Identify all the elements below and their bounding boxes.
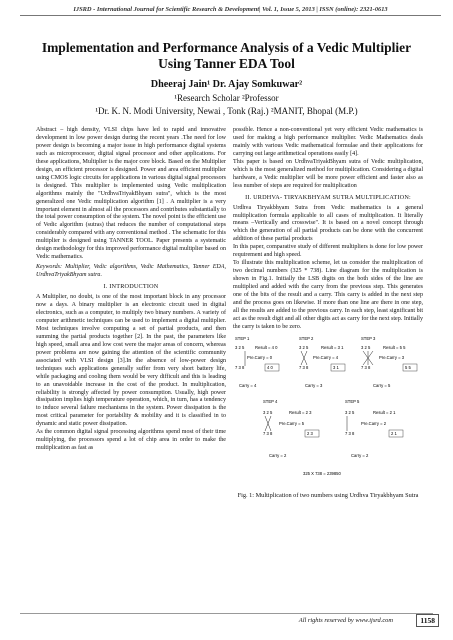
step2-box-value: 3 1 [333, 364, 339, 370]
step4-top: 3 2 5 [263, 409, 273, 415]
step5-bottom: 7 3 8 [345, 430, 355, 436]
abstract: Abstract – high density, VLSI chips have led to rapid and innovative development in low power design during the recent years .The need for low power design is becoming a major issue in high performance digital systems such as microprocessor, digital signal processor and other applications. For these applications, Multiplier is the major core block. Based on the Multiplier design, an efficient processor is designed. Power and area efficient multiplier using CMOS logic circuits for applications in various digital signal processors is designed. This multiplier is implemented using Vedic multiplication algorithms mainly the "UrdhvaTriyakBhyam sutra", which is the most generalized one Vedic multiplication algorithm [1] . A multiplier is a very important element in almost all the processors and contributes substantially to the total power consumption of the system. The novel point is the efficient use of Vedic algorithm (sutras) that reduces the number of computational steps considerably compared with any conventional method . The schematic for this multiplier is designed using TANNER TOOL. Paper presents a systematic design methodology for this improved performance digital multiplier based on Vedic mathematics. [36, 127, 226, 261]
step1-box-value: 4 0 [267, 364, 273, 370]
right-paragraph-4: In this paper, comparative study of different multipliers is done for low power requirement and high speed. [233, 244, 423, 259]
right-paragraph-3: Urdhva Tiryakbhyam Sutra from Vedic mathematics is a general multiplication formula applicable to all cases of multiplication. It literally means –Vertically and crosswise". It is based on a novel concept through which the generation of all partial products can be done with the concurrent addition of these partial products [233, 204, 423, 243]
section-heading-urdhva: II. URDHVA- TIRYAKBHYAM SUTRA MULTIPLICATION: [245, 193, 411, 201]
step5-precarry: Pre.Carry = 2 [361, 420, 387, 426]
step3-result: Result = 5 5 [383, 344, 406, 350]
right-paragraph-2: This paper is based on UrdhvaTriyakBhyam sutra of Vedic multiplication, which is the most generalized method for multiplication. Considering a digital hardware, a Vedic multiplier will be more power efficient and faster also as less number of steps are required for multiplication [233, 158, 423, 189]
section-heading-introduction: I. INTRODUCTION [103, 283, 159, 291]
keywords: Keywords: Multiplier, Vedic algorithms, Vedic Mathematics, Tanner EDA, UrdhvaTriyakBhyam sutra. [36, 264, 226, 279]
step4-box-value: 2 3 [307, 430, 313, 436]
figure-diagram [233, 335, 423, 491]
step1-carry: Carry = 4 [239, 382, 257, 388]
step5-carry: Carry = 2 [351, 452, 369, 458]
step3-carry: Carry = 5 [373, 382, 391, 388]
footer-rights: All rights reserved by www.ijsrd.com [298, 617, 393, 624]
step5-box-value: 2 1 [391, 430, 397, 436]
step3-precarry: Pre.Carry = 3 [379, 354, 405, 360]
step2-result: Result = 3 1 [321, 344, 344, 350]
step1-bottom: 7 3 8 [235, 364, 245, 370]
step3-top: 3 2 5 [361, 344, 371, 350]
figure-caption: Fig. 1: Multiplication of two numbers using Urdhva Tiryakbhyam Sutra [237, 491, 419, 499]
step2-precarry: Pre.Carry = 4 [313, 354, 339, 360]
right-column [233, 127, 423, 500]
intro-paragraph-1: A Multiplier, no doubt, is one of the most important block in any processor now a days. A binary multiplier is an electronic circuit used in digital electronics, such as a computer, to multiply two binary numbers. A variety of computer arithmetic techniques can be used to implement a digital multiplier. Most techniques involve computing a set of partial products, and then summing the partial products together [2]. In the past, the parameters like high speed, small area and low cost were the major areas of concern, whereas power problems are now gaining the attention of the scientific community associated with VLSI design [3].In the absence of low-power design techniques such applications generally suffer from very short battery life, while packaging and cooling them would be very difficult and this is leading to an unavoidable increase in the cost of the product. In multiplication, reliability is strongly affected by power consumption. Usually, high power dissipation implies high temperature operation, which, in turn, has a tendency to induce several failure mechanisms in the system. Power dissipation is the most critical parameter for portability & mobility and it is classified in to dynamic and static power dissipation. [36, 294, 226, 428]
journal-header: IJSRD - International Journal for Scientific Research & Development| Vol. 1, Issue 5, 2013 | ISSN (online): 2321-0613 [20, 6, 441, 16]
step4-precarry: Pre.Carry = 5 [279, 420, 305, 426]
step2-label: STEP 2 [299, 335, 314, 341]
step2-carry: Carry = 3 [305, 382, 323, 388]
footer-divider [20, 613, 433, 614]
step1-top: 3 2 5 [235, 344, 245, 350]
final-result: 325 X 738 = 239850 [303, 470, 341, 476]
step2-bottom: 7 3 8 [299, 364, 309, 370]
step5-label: STEP 5 [345, 398, 360, 404]
intro-paragraph-2: As the common digital signal processing algorithms spend most of their time multiplying, the processors spend a lot of chip area in order to make the multiplication as fast as [36, 429, 226, 452]
step4-carry: Carry = 2 [269, 452, 287, 458]
step3-bottom: 7 3 8 [361, 364, 371, 370]
left-column [36, 127, 226, 453]
step2-top: 3 2 5 [299, 344, 309, 350]
step4-result: Result = 2 3 [289, 409, 312, 415]
step1-result: Result = 4 0 [255, 344, 278, 350]
step3-box-value: 5 5 [405, 364, 411, 370]
step4-label: STEP 4 [263, 398, 278, 404]
step1-label: STEP 1 [235, 335, 250, 341]
step5-top: 3 2 5 [345, 409, 355, 415]
affiliation-roles: ¹Research Scholar ²Professor [174, 93, 279, 103]
paper-title: Implementation and Performance Analysis of a Vedic Multiplier Using Tanner EDA Tool [41, 40, 412, 71]
step1-precarry: Pre.Carry = 0 [247, 354, 273, 360]
step5-result: Result = 2 1 [373, 409, 396, 415]
page-number: 1158 [416, 614, 439, 627]
authors: Dheeraj Jain¹ Dr. Ajay Somkuwar² [150, 79, 303, 90]
affiliation-institutions: ¹Dr. K. N. Modi University, Newai , Tonk (Raj.) ²MANIT, Bhopal (M.P.) [95, 106, 358, 116]
step4-bottom: 7 3 8 [263, 430, 273, 436]
multiplication-figure [233, 335, 423, 491]
step3-label: STEP 3 [361, 335, 376, 341]
right-paragraph-5: To illustrate this multiplication scheme, let us consider the multiplication of two decimal numbers (325 * 738). Line diagram for the multiplication is shown in Fig.1. Initially the LSB digits on the both sides of the line are multiplied and added with the carry from the previous step. This generates one of the bits of the result and a carry. This carry is added in the next step and the process goes on likewise. If more than one line are there in one step, all the results are added to the previous carry. In each step, least significant bit act as the result digit and all other digits act as carry for the next step. Initially the carry is taken to be zero. [233, 260, 423, 330]
right-paragraph-1: possible. Hence a non-conventional yet very efficient Vedic mathematics is used for making a high performance multiplier. Vedic Mathematics deals mainly with various Vedic mathematical formulae and their applications for carrying out large arithmetical operations easily [4]. [233, 127, 423, 157]
